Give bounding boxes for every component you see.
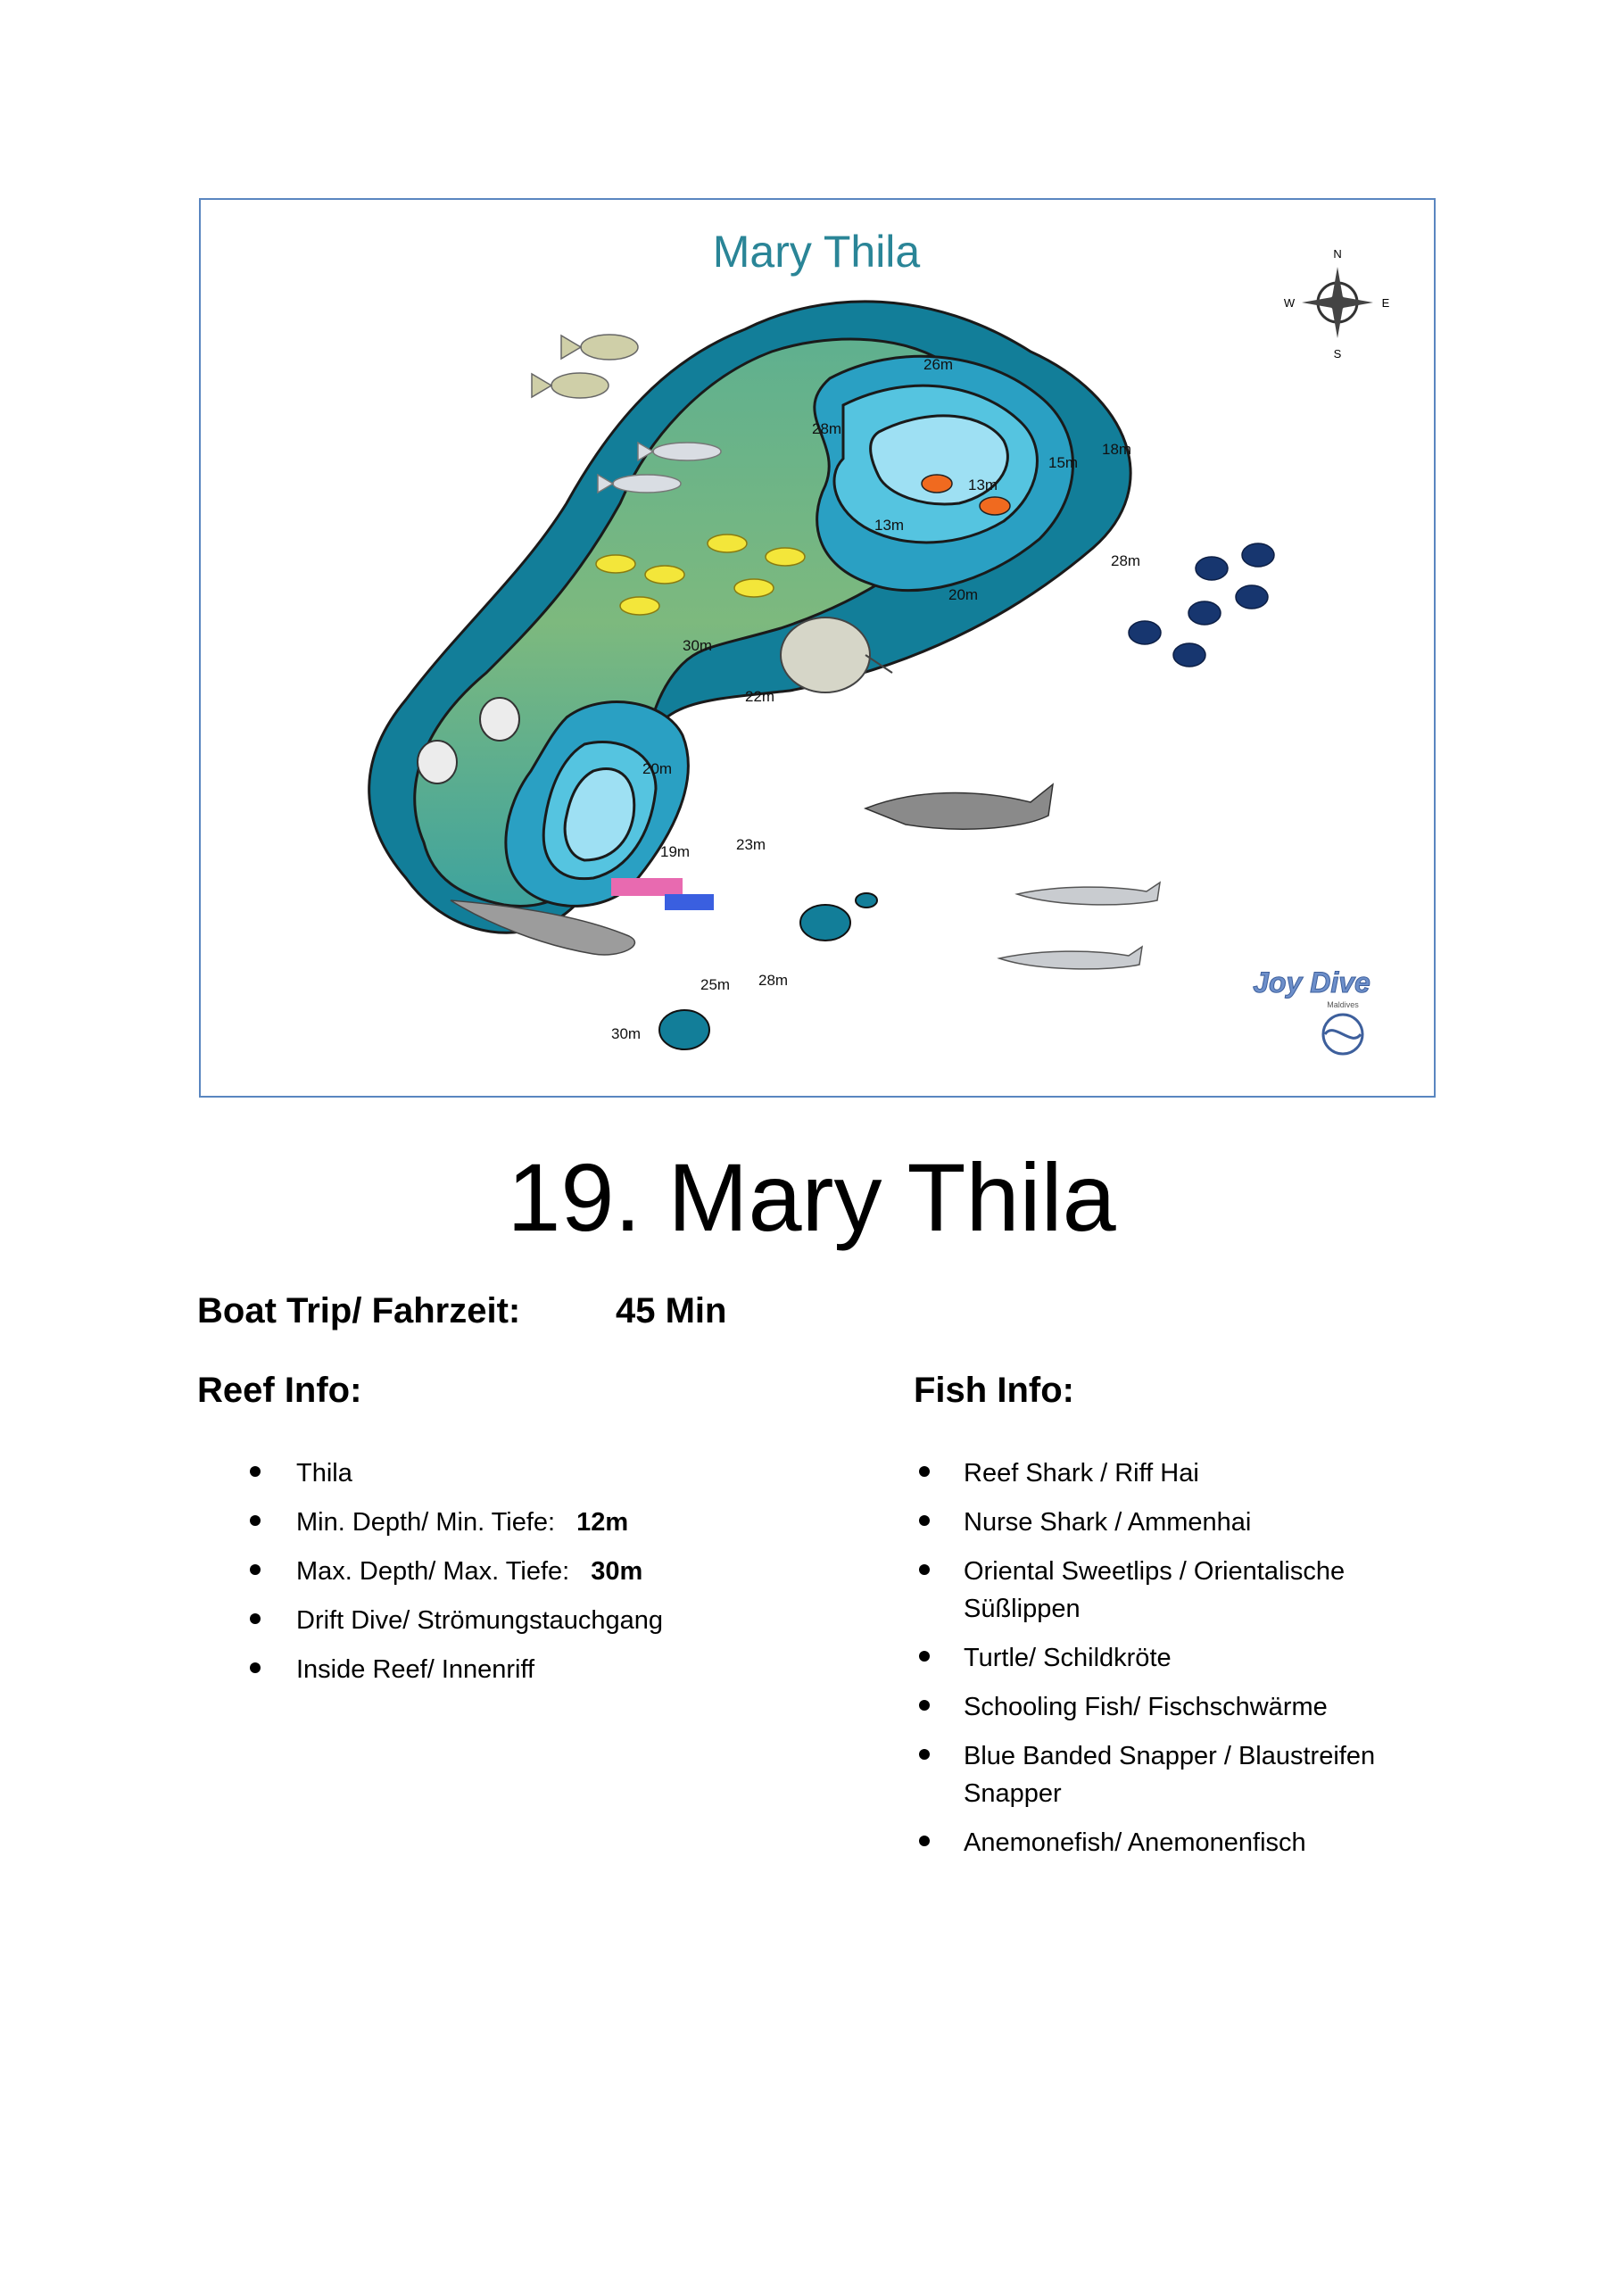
depth-label: 13m [874, 517, 905, 534]
boat-trip-value: 45 Min [616, 1291, 727, 1330]
reef-info-list [197, 1455, 875, 1700]
list-item [197, 1602, 875, 1651]
compass-s: S [1333, 347, 1342, 361]
fish-item-text: Nurse Shark / Ammenhai [964, 1508, 1252, 1537]
bullet-icon [919, 1749, 930, 1760]
joy-dive-logo [1253, 966, 1370, 1054]
bullet-icon [919, 1651, 930, 1662]
depth-label: 15m [1048, 454, 1079, 471]
list-item [914, 1455, 1413, 1492]
fish-item-text: Oriental Sweetlips / Orientalische Süßlippen [964, 1557, 1346, 1623]
compass-w: W [1283, 296, 1296, 310]
fish-item-text: Turtle/ Schildkröte [964, 1644, 1172, 1672]
bullet-icon [250, 1662, 261, 1673]
coral-patch [665, 894, 714, 910]
bullet-icon [919, 1564, 930, 1575]
fish-item-text: Reef Shark / Riff Hai [964, 1459, 1199, 1488]
depth-label: 25m [700, 976, 731, 993]
fish-icon [532, 335, 638, 398]
list-item [914, 1553, 1413, 1628]
compass-n: N [1333, 247, 1342, 261]
reef-item-text: Thila [296, 1459, 352, 1488]
svg-text:Maldives: Maldives [1327, 1000, 1359, 1009]
bullet-icon [919, 1700, 930, 1711]
depth-label: 20m [642, 760, 673, 777]
fish-info-heading: Fish Info: [914, 1371, 1074, 1410]
svg-text:Joy Dive: Joy Dive [1253, 966, 1370, 999]
depth-label: 30m [683, 637, 713, 654]
list-item [914, 1824, 1413, 1861]
bullet-icon [250, 1466, 261, 1477]
bullet-icon [919, 1515, 930, 1526]
reef-item-text: Drift Dive/ Strömungstauchgang [296, 1606, 664, 1635]
bullet-icon [250, 1613, 261, 1624]
compass-icon [1284, 247, 1390, 361]
bullet-icon [250, 1515, 261, 1526]
depth-label: 28m [1111, 552, 1141, 569]
compass-e: E [1381, 296, 1390, 310]
shark-icon [865, 784, 1053, 829]
list-item [197, 1504, 875, 1553]
reef-item-value: 30m [591, 1557, 643, 1586]
depth-label: 30m [611, 1025, 642, 1042]
reef-item-text: Max. Depth/ Max. Tiefe: [296, 1557, 570, 1586]
reef-islet [800, 905, 850, 941]
page-title: 19. Mary Thila [507, 1143, 1116, 1251]
list-item [914, 1737, 1413, 1812]
list-item [197, 1455, 875, 1504]
depth-label: 13m [968, 477, 998, 493]
list-item [197, 1553, 875, 1602]
reef-islet [856, 893, 877, 908]
depth-label: 28m [758, 972, 789, 989]
fish-info-list [914, 1455, 1413, 1873]
triggerfish-icon [1129, 543, 1274, 667]
list-item [914, 1688, 1413, 1726]
reef-item-value: 12m [576, 1508, 629, 1537]
list-item [914, 1504, 1413, 1541]
depth-label: 20m [948, 586, 979, 603]
reef-islet [659, 1010, 709, 1049]
bullet-icon [250, 1564, 261, 1575]
depth-label: 18m [1102, 441, 1132, 458]
fish-item-text: Blue Banded Snapper / Blaustreifen Snapper [964, 1742, 1376, 1808]
bullet-icon [919, 1466, 930, 1477]
list-item [914, 1639, 1413, 1677]
map-title: Mary Thila [712, 227, 921, 277]
depth-label: 19m [660, 843, 691, 860]
list-item [197, 1651, 875, 1700]
depth-label: 28m [812, 420, 842, 437]
reef-info-heading: Reef Info: [197, 1371, 362, 1410]
reef-item-text: Min. Depth/ Min. Tiefe: [296, 1508, 556, 1537]
coral-patch [611, 878, 683, 896]
reef-shark-icon [999, 883, 1160, 969]
fish-item-text: Anemonefish/ Anemonenfisch [964, 1828, 1306, 1857]
boat-trip-label: Boat Trip/ Fahrzeit: [197, 1291, 521, 1330]
depth-label: 26m [923, 356, 954, 373]
fish-item-text: Schooling Fish/ Fischschwärme [964, 1693, 1328, 1721]
depth-label: 23m [736, 836, 766, 853]
reef-item-text: Inside Reef/ Innenriff [296, 1655, 535, 1684]
bullet-icon [919, 1836, 930, 1846]
dive-site-map [199, 198, 1436, 1098]
depth-label: 22m [745, 688, 775, 705]
